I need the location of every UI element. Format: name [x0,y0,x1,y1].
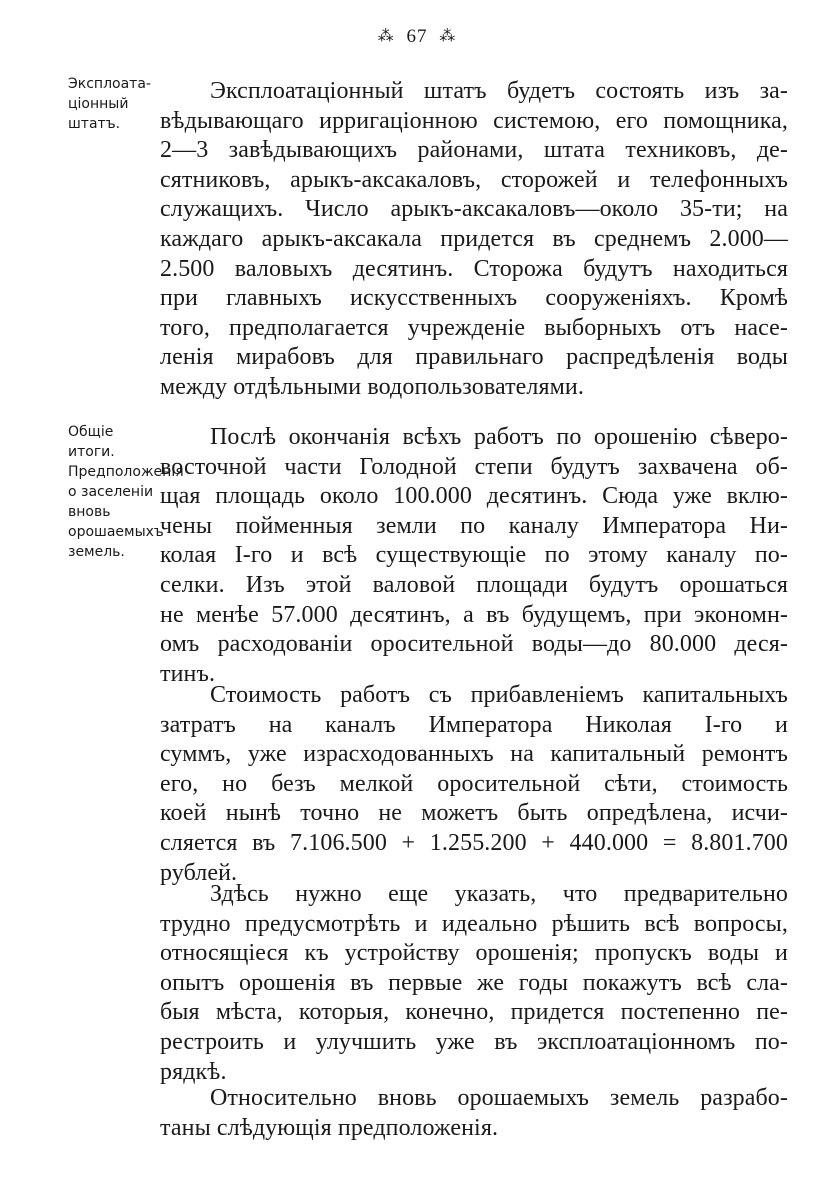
text-line: Стоимость работъ съ прибавленіемъ капитальныхъ [210,682,788,708]
text-line: сляется въ 7.106.500 + 1.255.200 + 440.000 = 8.801.700 [160,829,788,856]
left-ornament-icon: ⁂ [377,26,395,45]
text-line: служащихъ. Число арыкъ-аксакаловъ—около 35-ти; на [160,196,788,223]
text-line: омъ расходованіи оросительной воды—до 80.000 деся- [160,631,788,658]
text-line: трудно предусмотрѣть и идеально рѣшить всѣ вопросы, [160,910,788,937]
paragraph-remarks [160,880,788,1087]
text-line: щая площадь около 100.000 десятинъ. Сюда уже вклю- [160,483,788,510]
paragraph-totals [160,423,788,689]
page-number: 67 [406,26,428,47]
text-line: рублей. [160,859,238,886]
paragraph-cost [160,681,788,888]
text-line: таны слѣдующія предположенія. [160,1114,499,1141]
text-line: вѣдывающаго ирригаціонною системою, его помощника, [160,107,788,134]
text-line: Эксплоатаціонный штатъ будетъ состоять изъ за- [210,78,788,104]
text-line: чены пойменныя земли по каналу Императора Ни- [160,512,788,539]
paragraph-settlement [160,1084,788,1143]
text-line: селки. Изъ этой валовой площади будутъ орошаться [160,571,788,598]
right-ornament-icon: ⁂ [439,26,457,45]
text-line: ленія мирабовъ для правильнаго распредѣленія воды [160,344,788,371]
text-line: колая І-го и всѣ существующіе по этому каналу по- [160,542,788,569]
text-line: не менѣе 57.000 десятинъ, а въ будущемъ, при экономн- [160,601,788,628]
text-line: между отдѣльными водопользователями. [160,373,584,400]
text-line: его, но безъ мелкой оросительной сѣти, стоимость [160,770,788,797]
paragraph-staff [160,77,788,403]
text-line: 2—3 завѣдывающихъ районами, штата техниковъ, де- [160,137,788,164]
text-line: относящіеся къ устройству орошенія; пропускъ воды и [160,940,788,967]
margin-note-totals: Общіе итоги. Предположенія о заселеніи вновь орошаемыхъ земель. [68,424,184,560]
text-line: того, предполагается учрежденіе выборныхъ отъ насе- [160,314,788,341]
text-line: коей нынѣ точно не можетъ быть опредѣлена, исчи- [160,800,788,827]
text-line: рядкѣ. [160,1058,227,1085]
text-line: Послѣ окончанія всѣхъ работъ по орошенію сѣверо- [210,424,788,450]
text-line: тинъ. [160,660,216,687]
text-line: восточной части Голодной степи будутъ захвачена об- [160,453,788,480]
text-line: при главныхъ искусственныхъ сооруженіяхъ. Кромѣ [160,285,788,312]
page-header [0,26,834,48]
text-line: затратъ на каналъ Императора Николая І-го и [160,711,788,738]
text-line: суммъ, уже израсходованныхъ на капитальный ремонтъ [160,741,788,768]
text-line: сятниковъ, арыкъ-аксакаловъ, сторожей и телефонныхъ [160,166,788,193]
text-line: рестроить и улучшить уже въ эксплоатаціонномъ по- [160,1028,788,1055]
text-line: быя мѣста, которыя, конечно, придется постепенно пе- [160,999,788,1026]
text-line: Относительно вновь орошаемыхъ земель разрабо- [210,1085,788,1111]
text-line: каждаго арыкъ-аксакала придется въ среднемъ 2.000— [160,225,788,252]
margin-note-staff: Эксплоата-ціонный штатъ. [68,76,151,132]
text-line: опытъ орошенія въ первые же годы покажутъ всѣ сла- [160,969,788,996]
text-line: 2.500 валовыхъ десятинъ. Сторожа будутъ находиться [160,255,788,282]
text-line: Здѣсь нужно еще указать, что предварительно [210,881,788,907]
